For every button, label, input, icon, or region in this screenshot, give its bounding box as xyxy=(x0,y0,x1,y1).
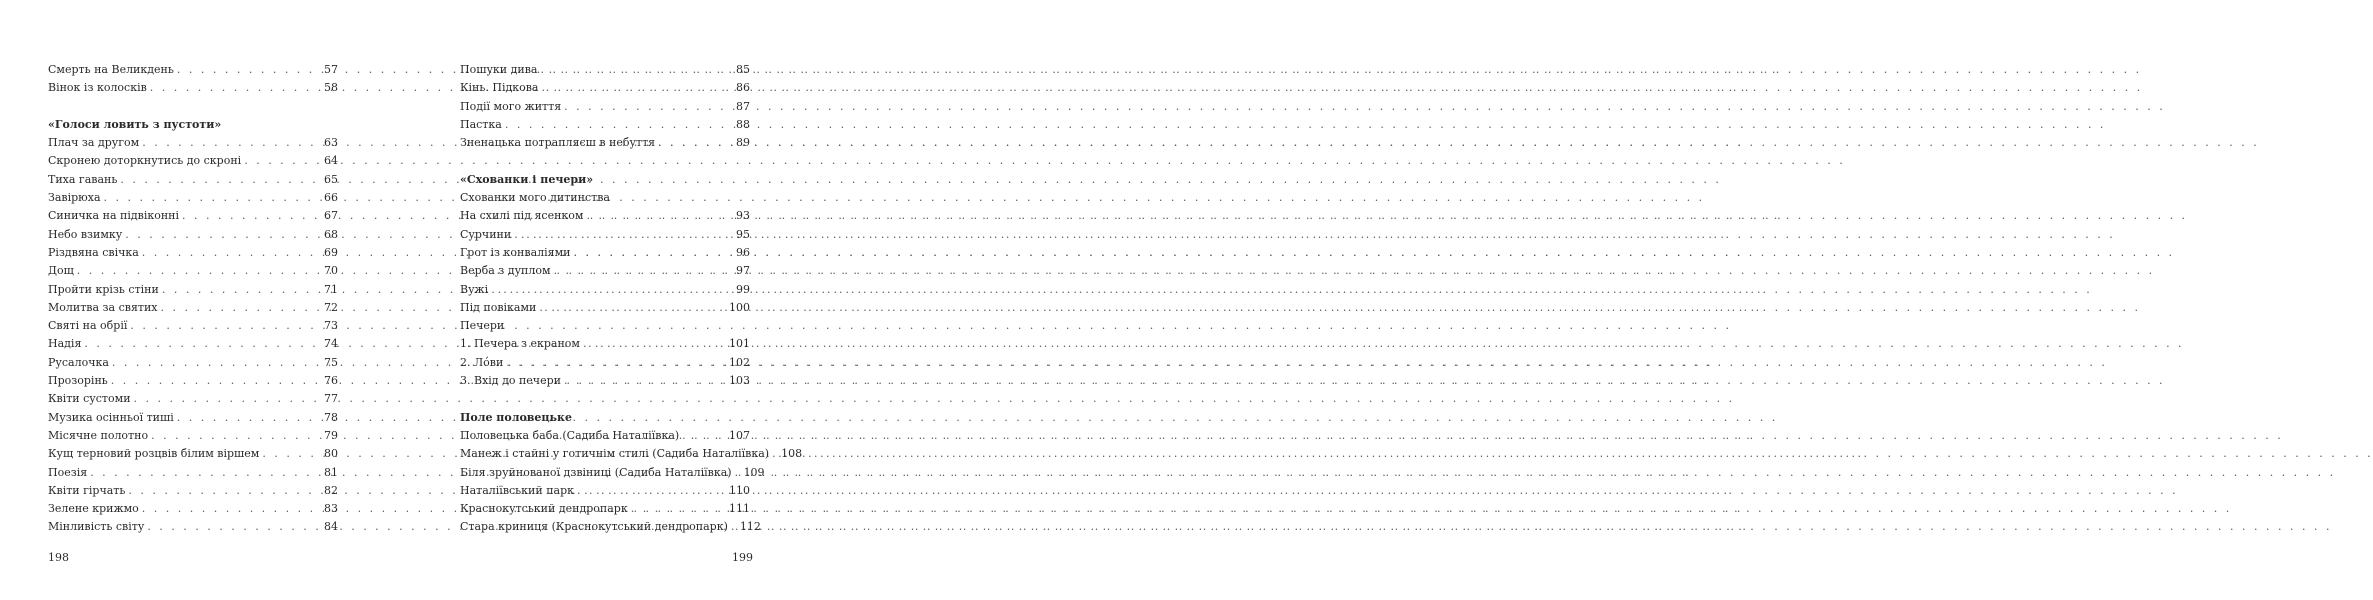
toc-entry-title: Наталіївський парк xyxy=(460,483,575,497)
toc-entry-page: 87 xyxy=(736,99,750,113)
toc-subsection-heading: Печери xyxy=(460,319,505,333)
toc-entry-page: 76 xyxy=(324,374,338,388)
toc-entry xyxy=(48,152,338,170)
toc-dot-leader xyxy=(139,134,324,152)
toc-entry-title: Кущ терновий розцвів білим віршем xyxy=(48,447,260,461)
toc-entry-page: 74 xyxy=(324,337,338,351)
toc-entry xyxy=(48,317,338,335)
toc-entry xyxy=(48,482,338,500)
toc-entry-page: 80 xyxy=(324,447,338,461)
toc-entry-page: 85 xyxy=(736,63,750,76)
toc-entry-title: Смерть на Великдень xyxy=(48,63,174,76)
toc-entry xyxy=(48,281,338,299)
toc-entry-title: Грот із конваліями xyxy=(460,245,571,259)
left-toc-list xyxy=(48,61,338,537)
toc-dot-leader xyxy=(728,518,740,536)
toc-dot-leader xyxy=(561,98,736,116)
toc-dot-leader xyxy=(503,354,729,372)
toc-dot-leader xyxy=(502,116,736,134)
toc-entry xyxy=(48,134,338,152)
toc-entry-title: Скронею доторкнутись до скроні xyxy=(48,154,242,168)
toc-dot-leader xyxy=(131,390,324,408)
toc-entry-title: 2. Лóви xyxy=(460,355,504,369)
toc-entry-page: 81 xyxy=(324,465,338,479)
toc-entry-page: 97 xyxy=(736,264,750,278)
toc-spacer xyxy=(48,98,338,116)
toc-entry-page: 110 xyxy=(729,483,750,497)
toc-entry xyxy=(48,335,338,353)
toc-dot-leader xyxy=(179,207,324,225)
toc-entry-page: 109 xyxy=(743,465,765,479)
toc-section-heading: «Схованки і печери» xyxy=(460,172,594,186)
toc-entry-page: 107 xyxy=(729,428,750,442)
toc-entry xyxy=(460,207,750,225)
toc-entry xyxy=(48,518,338,536)
toc-entry-title: Завірюха xyxy=(48,191,101,205)
toc-dot-leader xyxy=(488,281,736,299)
toc-entry-title: Музика осінньої тиші xyxy=(48,410,174,424)
toc-dot-leader xyxy=(583,207,736,225)
toc-entry xyxy=(460,61,750,79)
toc-entry xyxy=(460,500,750,518)
toc-dot-leader xyxy=(536,299,729,317)
toc-entry-title: Кінь. Підкова xyxy=(460,81,539,95)
toc-entry-title: Молитва за святих xyxy=(48,300,158,314)
left-page xyxy=(0,0,400,600)
toc-dot-leader xyxy=(117,171,324,189)
toc-entry-title: Події мого життя xyxy=(460,99,562,113)
toc-dot-leader xyxy=(174,61,324,79)
toc-entry xyxy=(48,244,338,262)
toc-dot-leader xyxy=(538,79,736,97)
toc-entry-title: Половецька баба (Садиба Наталіївка) xyxy=(460,428,680,442)
toc-entry-page: 75 xyxy=(324,355,338,369)
toc-entry-page: 101 xyxy=(729,337,750,351)
toc-entry xyxy=(48,464,338,482)
toc-spacer xyxy=(460,390,750,408)
toc-entry xyxy=(460,354,750,372)
toc-entry-page: 71 xyxy=(324,282,338,296)
toc-entry-title: Мінливість світу xyxy=(48,520,145,534)
toc-entry-page: 83 xyxy=(324,502,338,516)
toc-entry-title: Плач за другом xyxy=(48,136,140,150)
toc-entry xyxy=(48,390,338,408)
toc-entry-title: Зненацька потрапляєш в небуття xyxy=(460,136,656,150)
toc-entry-page: 73 xyxy=(324,319,338,333)
toc-entry-page: 79 xyxy=(324,428,338,442)
toc-entry-page: 78 xyxy=(324,410,338,424)
toc-entry-page: 64 xyxy=(324,154,338,168)
toc-entry-page: 69 xyxy=(324,245,338,259)
toc-dot-leader xyxy=(259,445,324,463)
toc-entry xyxy=(48,372,338,390)
toc-entry-page: 111 xyxy=(729,502,750,516)
toc-entry-title: Краснокутський дендропарк xyxy=(460,502,628,516)
toc-dot-leader xyxy=(122,226,324,244)
toc-entry-page: 57 xyxy=(324,63,338,76)
toc-entry xyxy=(48,61,338,79)
toc-entry xyxy=(48,427,338,445)
toc-dot-leader xyxy=(511,226,736,244)
toc-entry-title: Вінок із колосків xyxy=(48,81,147,95)
toc-entry xyxy=(48,445,338,463)
toc-entry xyxy=(460,299,750,317)
toc-entry-title: Біля зруйнованої дзвіниці (Садиба Наталіївка) xyxy=(460,465,732,479)
toc-entry-page: 67 xyxy=(324,209,338,223)
toc-dot-leader xyxy=(87,464,324,482)
toc-entry xyxy=(48,79,338,97)
toc-entry xyxy=(460,335,750,353)
left-page-number: 198 xyxy=(48,551,69,564)
toc-entry-page: 70 xyxy=(324,264,338,278)
toc-entry-title: Під повіками xyxy=(460,300,537,314)
toc-entry-title: Манеж і стайні у готичнім стилі (Садиба Наталіївка) xyxy=(460,447,770,461)
toc-entry-page: 72 xyxy=(324,300,338,314)
toc-entry xyxy=(48,354,338,372)
toc-entry-title: Небо взимку xyxy=(48,227,123,241)
toc-entry-title: Сурчини xyxy=(460,227,512,241)
toc-entry-page: 65 xyxy=(324,172,338,186)
toc-dot-leader xyxy=(679,427,729,445)
toc-entry-title: Прозорінь xyxy=(48,374,108,388)
toc-entry xyxy=(460,281,750,299)
toc-subsection-heading: Схованки мого дитинства xyxy=(460,191,610,205)
toc-entry xyxy=(48,409,338,427)
toc-entry-page: 93 xyxy=(736,209,750,223)
toc-entry-title: Пройти крізь стіни xyxy=(48,282,159,296)
toc-entry xyxy=(48,262,338,280)
toc-entry-title: Русалочка xyxy=(48,355,109,369)
toc-entry-title: Дощ xyxy=(48,264,74,278)
toc-dot-leader xyxy=(732,464,744,482)
toc-entry-title: Різдвяна свічка xyxy=(48,245,139,259)
toc-entry-page: 102 xyxy=(729,355,750,369)
toc-entry-title: Святі на обрії xyxy=(48,319,128,333)
toc-entry xyxy=(48,500,338,518)
toc-entry xyxy=(48,299,338,317)
toc-entry-title: Квіти сустоми xyxy=(48,392,131,406)
toc-entry-page: 84 xyxy=(324,520,338,534)
toc-entry-title: Стара криниця (Краснокутський дендропарк) xyxy=(460,520,728,534)
toc-entry-title: Надія xyxy=(48,337,82,351)
toc-dot-leader xyxy=(580,335,729,353)
toc-entry-page: 100 xyxy=(729,300,750,314)
toc-dot-leader xyxy=(139,500,324,518)
toc-entry-title: Тиха гавань xyxy=(48,172,118,186)
toc-dot-leader xyxy=(174,409,324,427)
toc-dot-leader xyxy=(108,372,324,390)
toc-dot-leader xyxy=(574,482,729,500)
toc-entry xyxy=(460,482,750,500)
toc-entry xyxy=(48,207,338,225)
toc-entry xyxy=(460,134,750,152)
toc-entry-page: 58 xyxy=(324,81,338,95)
toc-entry-title: Верба з дуплом xyxy=(460,264,551,278)
toc-dot-leader xyxy=(109,354,324,372)
toc-entry xyxy=(48,189,338,207)
toc-dot-leader xyxy=(127,317,324,335)
toc-entry xyxy=(460,98,750,116)
toc-entry xyxy=(460,226,750,244)
toc-entry-title: Вужі xyxy=(460,282,489,296)
toc-entry xyxy=(460,79,750,97)
toc-entry xyxy=(460,244,750,262)
toc-entry-page: 86 xyxy=(736,81,750,95)
toc-entry-page: 96 xyxy=(736,245,750,259)
toc-dot-leader xyxy=(74,262,324,280)
toc-entry xyxy=(48,171,338,189)
toc-entry-page: 108 xyxy=(781,447,803,461)
toc-entry-title: На схилі під ясенком xyxy=(460,209,584,223)
toc-entry-title: Пошуки дива xyxy=(460,63,538,76)
toc-dot-leader xyxy=(570,244,736,262)
toc-dot-leader xyxy=(125,482,324,500)
toc-entry xyxy=(460,427,750,445)
toc-entry-page: 112 xyxy=(739,520,761,534)
toc-dot-leader xyxy=(561,372,729,390)
toc-entry-title: Поезія xyxy=(48,465,88,479)
toc-entry-page: 77 xyxy=(324,392,338,406)
toc-entry-page: 66 xyxy=(324,191,338,205)
toc-entry xyxy=(460,116,750,134)
toc-entry-page: 68 xyxy=(324,227,338,241)
toc-spacer xyxy=(460,152,750,170)
toc-dot-leader xyxy=(147,79,324,97)
toc-dot-leader xyxy=(241,152,324,170)
toc-entry xyxy=(460,518,761,536)
toc-entry-title: Пастка xyxy=(460,117,502,131)
right-page xyxy=(400,0,803,600)
toc-entry-page: 103 xyxy=(729,374,750,388)
toc-dot-leader xyxy=(551,262,736,280)
toc-section-heading: Поле половецьке xyxy=(460,410,572,424)
toc-dot-leader xyxy=(158,299,324,317)
right-toc-list xyxy=(460,61,803,537)
toc-entry xyxy=(460,262,750,280)
toc-entry-title: 1. Печера з екраном xyxy=(460,337,580,351)
toc-dot-leader xyxy=(144,518,324,536)
toc-entry xyxy=(460,445,803,463)
toc-entry-page: 89 xyxy=(736,136,750,150)
toc-dot-leader xyxy=(159,281,324,299)
toc-dot-leader xyxy=(139,244,324,262)
toc-dot-leader xyxy=(769,445,781,463)
toc-entry xyxy=(460,372,750,390)
toc-entry-page: 82 xyxy=(324,483,338,497)
toc-entry-title: Місячне полотно xyxy=(48,428,149,442)
toc-dot-leader xyxy=(537,61,736,79)
toc-entry-page: 95 xyxy=(736,227,750,241)
toc-dot-leader xyxy=(81,335,324,353)
toc-entry-title: Квіти гірчать xyxy=(48,483,126,497)
toc-entry xyxy=(48,226,338,244)
toc-dot-leader xyxy=(628,500,729,518)
toc-entry-page: 63 xyxy=(324,136,338,150)
toc-entry xyxy=(460,464,765,482)
toc-entry-title: Зелене крижмо xyxy=(48,502,139,516)
toc-dot-leader xyxy=(655,134,736,152)
toc-entry-page: 88 xyxy=(736,117,750,131)
toc-dot-leader xyxy=(101,189,324,207)
toc-entry-title: Синичка на підвіконні xyxy=(48,209,180,223)
toc-entry-page: 99 xyxy=(736,282,750,296)
toc-entry-title: 3. Вхід до печери xyxy=(460,374,561,388)
toc-dot-leader xyxy=(148,427,324,445)
toc-section-heading: «Голоси ловить з пустоти» xyxy=(48,117,222,131)
right-page-number: 199 xyxy=(732,551,753,564)
